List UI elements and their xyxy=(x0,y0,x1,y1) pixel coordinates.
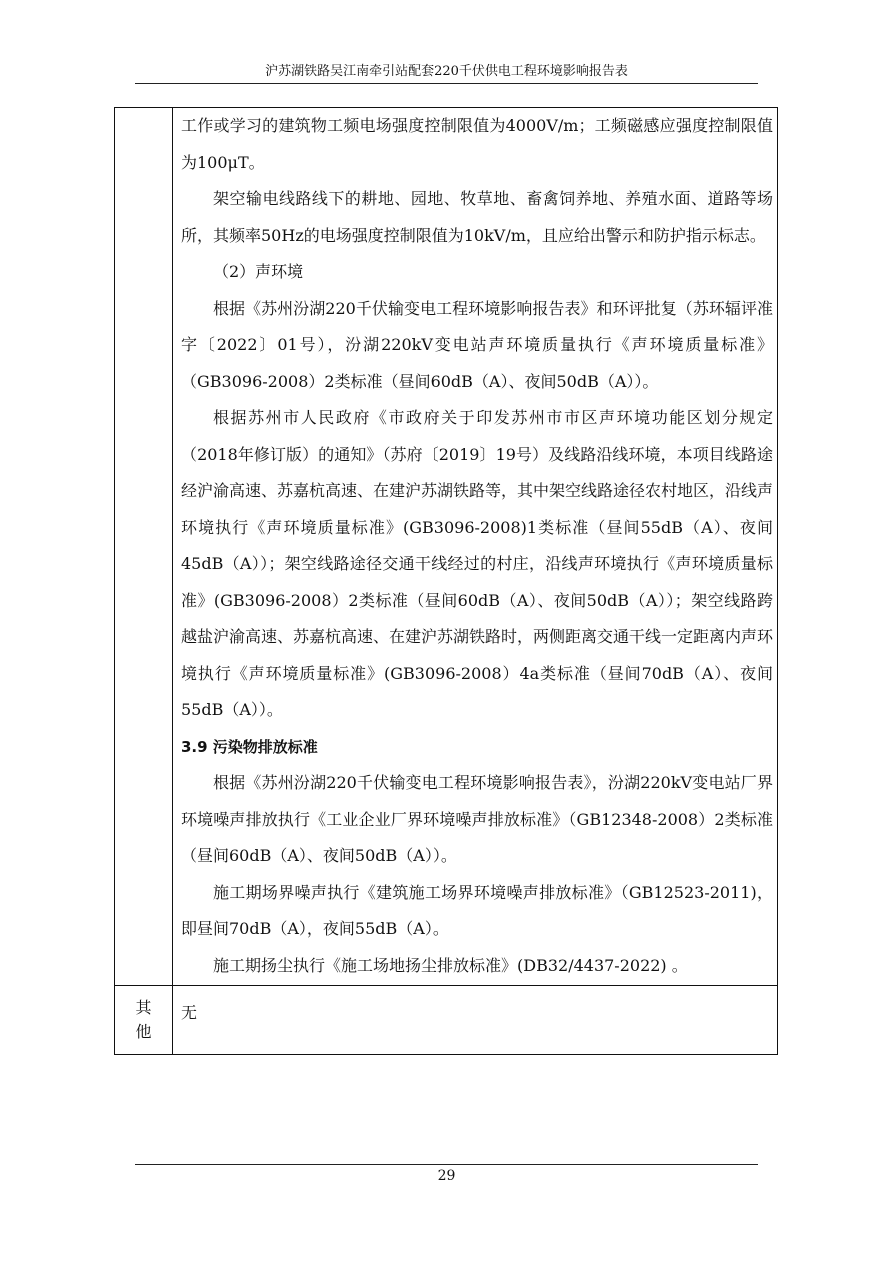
line-sound-paragraph: 根据苏州市人民政府《市政府关于印发苏州市市区声环境功能区划分规定（2018年修订版）的通知》（苏府〔2019〕19号）及线路沿线环境，本项目线路途经沪渝高速、苏嘉杭高速、在建沪苏湖铁路等，其中架空线路途径农村地区，沿线声环境执行《声环境质量标准》(GB3096-2008)1类标准（昼间55dB（A）、夜间45dB（A））；架空线路途径交通干线经过的村庄，沿线声环境执行《声环境质量标准》(GB3096-2008）2类标准（昼间60dB（A）、夜间50dB（A））；架空线路跨越盐沪渝高速、苏嘉杭高速、在建沪苏湖铁路时，两侧距离交通干线一定距离内声环境执行《声环境质量标准》(GB3096-2008）4a类标准（昼间70dB（A）、夜间55dB（A））。 xyxy=(181,408,774,719)
sound-environment-subheading: （2）声环境 xyxy=(213,262,304,281)
other-label-char-1: 其 xyxy=(135,998,152,1017)
construction-dust-paragraph: 施工期扬尘执行《施工场地扬尘排放标准》(DB32/4437-2022) 。 xyxy=(213,955,688,975)
other-label-char-2: 他 xyxy=(135,1022,152,1041)
other-row-label xyxy=(115,986,172,1054)
header-divider xyxy=(135,83,758,84)
footer-divider xyxy=(135,1164,758,1165)
table-column-divider xyxy=(172,108,173,1054)
page-number: 29 xyxy=(437,1168,456,1184)
other-row-value: 无 xyxy=(181,1003,198,1022)
table-row-divider xyxy=(115,985,777,986)
substation-noise-emission-paragraph: 根据《苏州汾湖220千伏输变电工程环境影响报告表》，汾湖220kV变电站厂界环境噪声排放执行《工业企业厂界环境噪声排放标准》（GB12348-2008）2类标准（昼间60dB（A）、夜间50dB（A））。 xyxy=(181,773,773,865)
overhead-line-field-paragraph: 架空输电线路线下的耕地、园地、牧草地、畜禽饲养地、养殖水面、道路等场所，其频率50Hz的电场强度控制限值为10kV/m，且应给出警示和防护指示标志。 xyxy=(181,189,773,245)
electric-field-limit-paragraph: 工作或学习的建筑物工频电场强度控制限值为4000V/m；工频磁感应强度控制限值为100μT。 xyxy=(181,116,773,172)
substation-sound-paragraph: 根据《苏州汾湖220千伏输变电工程环境影响报告表》和环评批复（苏环辐评准字〔2022〕01号），汾湖220kV变电站声环境质量执行《声环境质量标准》（GB3096-2008）2类标准（昼间60dB（A）、夜间50dB（A））。 xyxy=(181,298,773,391)
standards-content xyxy=(181,108,773,984)
page-header-title: 沪苏湖铁路吴江南牵引站配套220千伏供电工程环境影响报告表 xyxy=(265,64,628,79)
section-heading-3-9: 3.9 污染物排放标准 xyxy=(181,737,318,756)
construction-noise-paragraph: 施工期场界噪声执行《建筑施工场界环境噪声排放标准》（GB12523-2011)，即昼间70dB（A），夜间55dB（A）。 xyxy=(181,882,773,938)
standards-table xyxy=(114,107,778,1055)
